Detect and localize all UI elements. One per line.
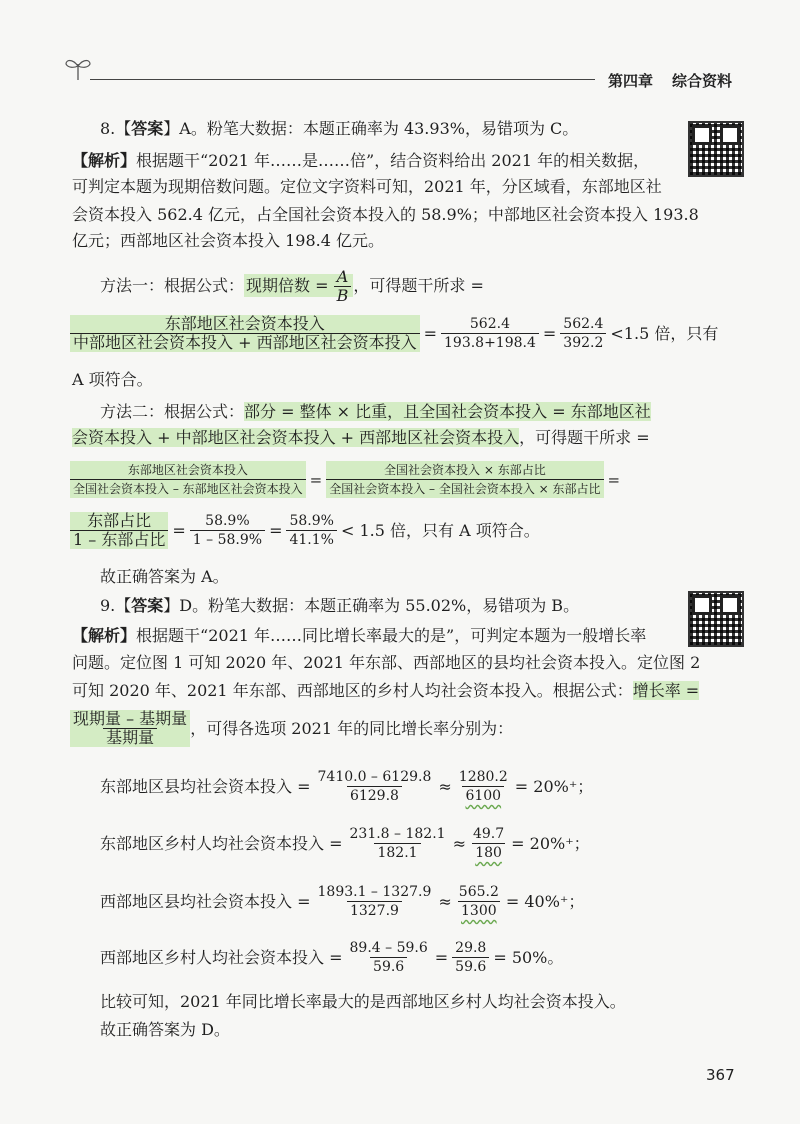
q8-method1-line: 方法一：根据公式： 现期倍数 = $\frac{A}{B}$ ，可得题干所求 = <box>100 267 484 305</box>
q8-method1-formula: $\frac{\text{东部地区社会资本投入}}{\text{中部地区社会资本投入 + 西部地区社会资本投入}}$ = $\frac{562.4}{193.8+198.4}$ = $\frac{562.4}{392.2}$ <1.5 倍，只有 <box>70 315 718 352</box>
analysis-tag: 解析 <box>88 626 121 645</box>
q8-method2-formula1: $\frac{\text{东部地区社会资本投入}}{\text{全国社会资本投入 – 东部地区社会资本投入}}$ = $\frac{\text{全国社会资本投入 × 东部占比}}{\text{全国社会资本投入 – 全国社会资本投入 × 东部占比}}$ = <box>70 461 620 498</box>
qr-code-icon[interactable] <box>688 121 744 177</box>
q8-method2-formula2: $\frac{\text{东部占比}}{\text{1 – 东部占比}}$ = $\frac{58.9\%}{1 - 58.9\%}$ = $\frac{58.9\%}{41.1\%}$ < 1.5 倍，只有 A 项符合。 <box>70 512 540 549</box>
q9-answer-line: 9.【答案】D。粉笔大数据：本题正确率为 55.02%，易错项为 B。 <box>100 596 580 615</box>
page-number: 367 <box>706 1066 735 1084</box>
q8-analysis-line4: 亿元；西部地区社会资本投入 198.4 亿元。 <box>72 231 384 250</box>
answer-tag: 答案 <box>131 596 164 615</box>
q9-row: 东部地区乡村人均社会资本投入 = $\frac{231.8 - 182.1}{182.1}$ ≈ $\frac{49.7}{180}$ = 20%⁺； <box>100 826 590 861</box>
q8-method2-line1: 方法二：根据公式：部分 = 整体 × 比重，且全国社会资本投入 = 东部地区社 <box>100 402 651 421</box>
q9-row: 西部地区乡村人均社会资本投入 = $\frac{89.4 - 59.6}{59.6}$ = $\frac{29.8}{59.6}$ = 50%。 <box>100 940 564 975</box>
header-chapter: 第四章 <box>608 72 654 90</box>
sprout-icon <box>62 54 94 82</box>
q8-analysis-line3: 会资本投入 562.4 亿元，占全国社会资本投入的 58.9%；中部地区社会资本投入 193.8 <box>72 205 699 224</box>
q9-analysis-line1: 【解析】根据题干“2021 年……同比增长率最大的是”，可判定本题为一般增长率 <box>72 626 647 645</box>
q8-method1-line2: A 项符合。 <box>72 370 153 389</box>
q9-row: 西部地区县均社会资本投入 = $\frac{1893.1 - 1327.9}{1327.9}$ ≈ $\frac{565.2}{1300}$ = 40%⁺； <box>100 884 585 919</box>
q9-row: 东部地区县均社会资本投入 = $\frac{7410.0 - 6129.8}{6129.8}$ ≈ $\frac{1280.2}{6100}$ = 20%⁺； <box>100 769 594 804</box>
q8-answer-line: 8.【答案】A。粉笔大数据：本题正确率为 43.93%，易错项为 C。 <box>100 119 579 138</box>
qr-code-icon[interactable] <box>688 591 744 647</box>
q8-analysis-line1: 【解析】根据题干“2021 年……是……倍”，结合资料给出 2021 年的相关数据， <box>72 151 650 170</box>
header-title: 综合资料 <box>672 72 733 90</box>
analysis-tag: 解析 <box>88 151 121 170</box>
q8-conclusion: 故正确答案为 A。 <box>100 567 229 586</box>
answer-tag: 答案 <box>131 119 164 138</box>
q8-method2-line2: 会资本投入 + 中部地区社会资本投入 + 西部地区社会资本投入，可得题干所求 = <box>72 428 650 447</box>
q8-analysis-line2: 可判定本题为现期倍数问题。定位文字资料可知，2021 年，分区域看，东部地区社 <box>72 177 662 196</box>
header-rule <box>90 79 595 80</box>
q9-compare: 比较可知，2021 年同比增长率最大的是西部地区乡村人均社会资本投入。 <box>100 992 626 1011</box>
q9-analysis-line4: $\frac{\text{现期量 – 基期量}}{\text{基期量}}$ ，可得各选项 2021 年的同比增长率分别为： <box>70 710 513 747</box>
q9-conclusion: 故正确答案为 D。 <box>100 1020 230 1039</box>
q9-analysis-line2: 问题。定位图 1 可知 2020 年、2021 年东部、西部地区的县均社会资本投入。定位图 2 <box>72 653 701 672</box>
q9-analysis-line3: 可知 2020 年、2021 年东部、西部地区的乡村人均社会资本投入。根据公式：增长率 = <box>72 681 700 700</box>
